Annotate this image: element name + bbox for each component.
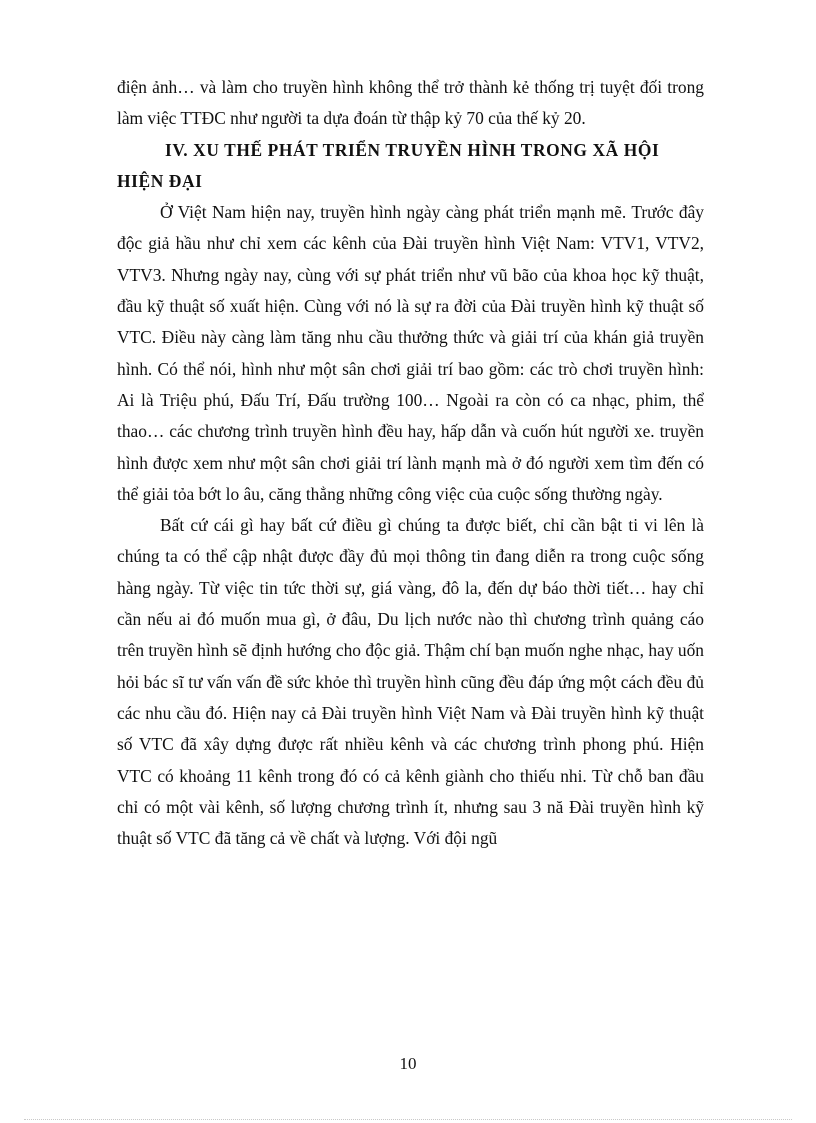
document-body — [117, 72, 704, 854]
paragraph-continuation: điện ảnh… và làm cho truyền hình không thể trở thành kẻ thống trị tuyệt đối trong làm việc TTĐC như người ta dựa đoán từ thập kỷ 70 của thế kỷ 20. — [117, 77, 704, 129]
page-bottom-divider — [24, 1119, 792, 1120]
page-number: 10 — [399, 1054, 417, 1073]
section-heading: IV. XU THẾ PHÁT TRIỂN TRUYỀN HÌNH TRONG XÃ HỘI HIỆN ĐẠI — [117, 139, 660, 191]
paragraph-television-development: Ở Việt Nam hiện nay, truyền hình ngày càng phát triển mạnh mẽ. Trước đây độc giả hầu như chỉ xem các kênh của Đài truyền hình Việt Nam: VTV1, VTV2, VTV3. Nhưng ngày nay, cùng với sự phát triển như vũ bão của khoa học kỹ thuật, đầu kỹ thuật số xuất hiện. Cùng với nó là sự ra đời của Đài truyền hình kỹ thuật số VTC. Điều này càng làm tăng nhu cầu thưởng thức và giải trí của khán giả truyền hình. Có thể nói, hình như một sân chơi giải trí bao gồm: các trò chơi truyền hình: Ai là Triệu phú, Đấu Trí, Đấu trường 100… Ngoài ra còn có ca nhạc, phim, thể thao… các chương trình truyền hình đều hay, hấp dẫn và cuốn hút người xe. truyền hình được xem như một sân chơi giải trí lành mạnh mà ở đó người xem tìm đến có thể giải tỏa bớt lo âu, căng thẳng những công việc của cuộc sống thường ngày. — [117, 202, 704, 504]
paragraph-information-channels: Bất cứ cái gì hay bất cứ điều gì chúng ta được biết, chỉ cần bật ti vi lên là chúng ta có thể cập nhật được đầy đủ mọi thông tin đang diễn ra trong cuộc sống hàng ngày. Từ việc tin tức thời sự, giá vàng, đô la, đến dự báo thời tiết… hay chỉ cần nếu ai đó muốn mua gì, ở đâu, Du lịch nước nào thì chương trình quảng cáo trên truyền hình sẽ định hướng cho độc giả. Thậm chí bạn muốn nghe nhạc, hay uốn hỏi bác sĩ tư vấn vấn đề sức khỏe thì truyền hình cũng đều đáp ứng một cách đều đủ các nhu cầu đó. Hiện nay cả Đài truyền hình Việt Nam và Đài truyền hình kỹ thuật số VTC đã xây dựng được rất nhiều kênh và các chương trình phong phú. Hiện VTC có khoảng 11 kênh trong đó có cả kênh giành cho thiếu nhi. Từ chỗ ban đầu chỉ có một vài kênh, số lượng chương trình ít, nhưng sau 3 nă Đài truyền hình kỹ thuật số VTC đã tăng cả về chất và lượng. Với đội ngũ — [117, 515, 704, 849]
